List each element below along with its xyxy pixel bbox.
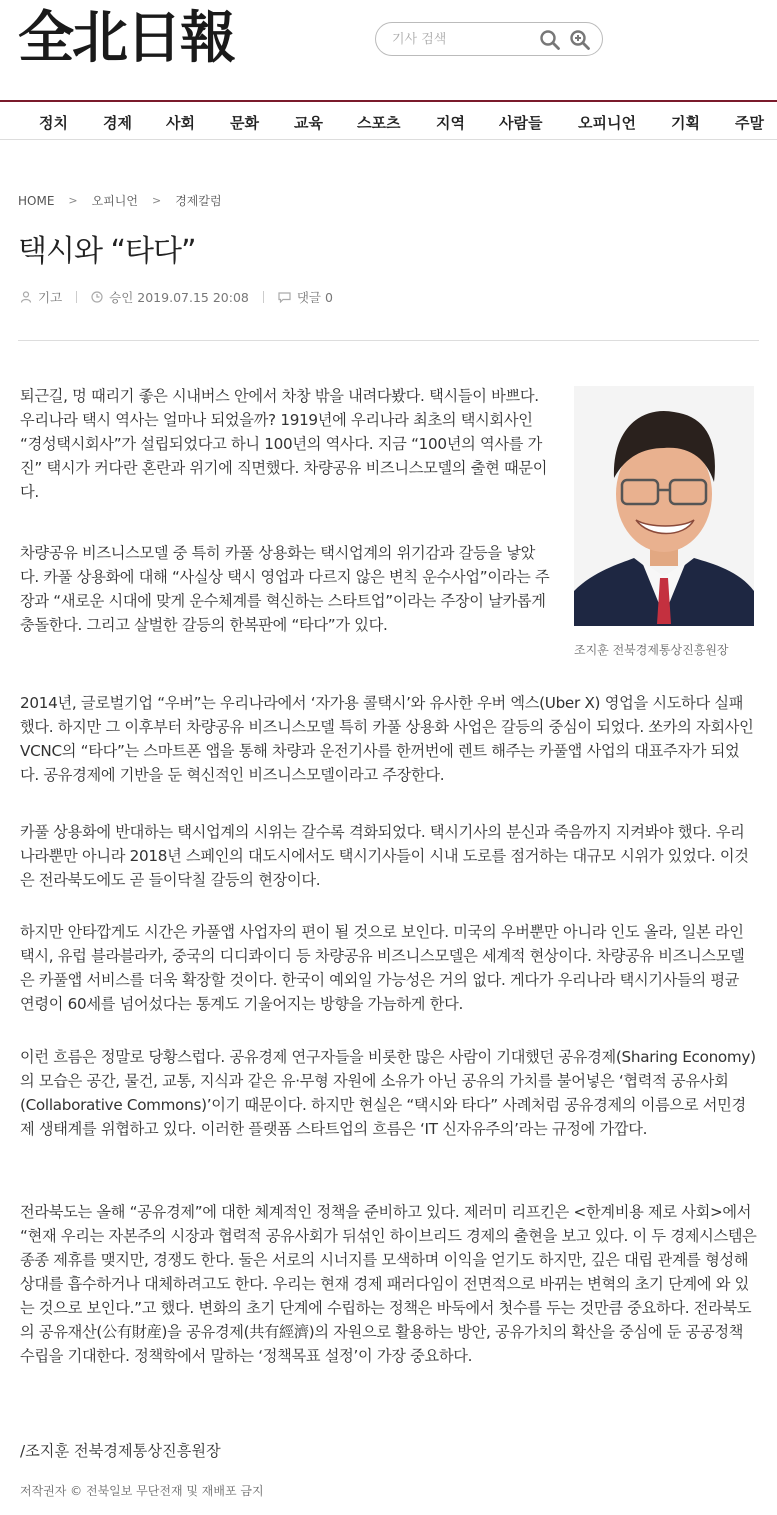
- meta-divider: [263, 291, 264, 303]
- author-info: [20, 288, 62, 306]
- comments-info[interactable]: [278, 288, 333, 306]
- article-paragraph: 전라북도는 올해 “공유경제”에 대한 체계적인 정책을 준비하고 있다. 제러미 리프킨은 <한계비용 제로 사회>에서 “현재 우리는 자본주의 시장과 협력적 공유사회가 뒤섞인 하이브리드 경제의 출현을 보고 있다. 이 두 경제시스템은 종종 제휴를 맺지만, 경쟁도 한다. 둘은 서로의 시너지를 모색하며 이익을 얻기도 하지만, 깊은 대립 관계를 형성해 상대를 흡수하거나 대체하려고도 한다. 우리는 현재 경제 패러다임이 전면적으로 바뀌는 변혁의 초기 단계에 와 있는 것으로 보인다.”고 했다. 변화의 초기 단계에 수립하는 정책은 바둑에서 첫수를 두는 것만큼 중요하다. 전라북도의 공유재산(公有財産)을 공유경제(共有經濟)의 자원으로 활용하는 방안, 공유가치의 확산을 중심에 둔 공공정책 수립을 기대한다. 정책학에서 말하는 ‘정책목표 설정’이 가장 중요하다.: [20, 1203, 757, 1365]
- author-name: 기고: [38, 290, 63, 305]
- article-paragraph: 퇴근길, 멍 때리기 좋은 시내버스 안에서 차창 밖을 내려다봤다. 택시들이 바쁘다. 우리나라 택시 역사는 얼마나 되었을까? 1919년에 우리나라 최초의 택시회사인 “경성택시회사”가 설립되었다고 하니 100년의 역사다. 지금 “100년의 역사를 가진” 택시가 커다란 혼란과 위기에 직면했다. 차량공유 비즈니스모델의 출현 때문이다.: [20, 387, 548, 501]
- chevron-right-icon: >: [68, 194, 78, 207]
- chevron-right-icon: >: [152, 194, 162, 207]
- photo-caption: 조지훈 전북경제통상진흥원장: [574, 643, 729, 657]
- nav-item-people[interactable]: 사람들: [499, 114, 543, 132]
- nav-item-culture[interactable]: 문화: [230, 114, 259, 132]
- article-paragraph: 카풀 상용화에 반대하는 택시업계의 시위는 갈수록 격화되었다. 택시기사의 분신과 죽음까지 지켜봐야 했다. 우리나라뿐만 아니라 2018년 스페인의 대도시에서도 택시기사들이 시내 도로를 점거하는 대규모 시위가 있었다. 이것은 전라북도에도 곧 들이닥칠 갈등의 현장이다.: [20, 823, 749, 889]
- approved-info: [91, 288, 249, 306]
- article-title: 택시와 “타다”: [18, 234, 196, 269]
- nav-item-region[interactable]: 지역: [436, 114, 465, 132]
- author-photo: [574, 386, 754, 626]
- user-icon: [20, 291, 32, 303]
- nav-item-opinion[interactable]: 오피니언: [578, 114, 636, 132]
- clock-icon: [91, 291, 103, 303]
- divider: [18, 340, 759, 341]
- article-signature: /조지훈 전북경제통상진흥원장: [20, 1442, 221, 1460]
- comment-icon: [278, 291, 291, 303]
- approved-date: 승인 2019.07.15 20:08: [109, 290, 249, 305]
- search-icon[interactable]: [539, 29, 561, 51]
- breadcrumb-economy-column[interactable]: 경제칼럼: [175, 194, 222, 208]
- breadcrumb-opinion[interactable]: 오피니언: [91, 194, 138, 208]
- copyright-notice: 저작권자 © 전북일보 무단전재 및 재배포 금지: [20, 1484, 264, 1498]
- nav-item-planning[interactable]: 기획: [671, 114, 700, 132]
- site-header: [0, 0, 777, 100]
- search-box[interactable]: [375, 22, 603, 56]
- nav-item-education[interactable]: 교육: [294, 114, 323, 132]
- breadcrumb-home[interactable]: HOME: [18, 193, 55, 208]
- breadcrumb: [18, 192, 222, 209]
- article-paragraph: 이런 흐름은 정말로 당황스럽다. 공유경제 연구자들을 비롯한 많은 사람이 기대했던 공유경제(Sharing Economy)의 모습은 공간, 물건, 교통, 지식과 같은 유·무형 자원에 소유가 아닌 공유의 가치를 불어넣은 ‘협력적 공유사회(Collaborative Commons)’이기 때문이다. 하지만 현실은 “택시와 타다” 사례처럼 공유경제의 이름으로 서민경제 생태계를 위협하고 있다. 이러한 플랫폼 스타트업의 흐름은 ‘IT 신자유주의’라는 규정에 가깝다.: [20, 1048, 756, 1138]
- meta-divider: [76, 291, 77, 303]
- nav-item-society[interactable]: 사회: [166, 114, 195, 132]
- search-input[interactable]: [392, 32, 532, 47]
- main-nav: [0, 100, 777, 140]
- comment-count[interactable]: 댓글 0: [296, 290, 333, 305]
- nav-item-weekend[interactable]: 주말: [735, 114, 764, 132]
- nav-item-sports[interactable]: 스포츠: [357, 114, 401, 132]
- detail-search-icon[interactable]: [569, 29, 591, 51]
- nav-item-economy[interactable]: 경제: [103, 114, 132, 132]
- article-paragraph: 하지만 안타깝게도 시간은 카풀앱 사업자의 편이 될 것으로 보인다. 미국의 우버뿐만 아니라 인도 올라, 일본 라인택시, 유럽 블라블라카, 중국의 디디콰이디 등 차량공유 비즈니스모델은 세계적 현상이다. 차량공유 비즈니스모델은 카풀앱 서비스를 더욱 확장할 것이다. 한국이 예외일 가능성은 거의 없다. 게다가 우리나라 택시기사들의 평균 연령이 60세를 넘어섰다는 통계도 기울어지는 방향을 가늠하게 한다.: [20, 923, 745, 1013]
- article-paragraph: 2014년, 글로벌기업 “우버”는 우리나라에서 ‘자가용 콜택시’와 유사한 우버 엑스(Uber X) 영업을 시도하다 실패했다. 하지만 그 이후부터 차량공유 비즈니스모델 특히 카풀 상용화 사업은 갈등의 중심이 되었다. 쏘카의 자회사인 VCNC의 “타다”는 스마트폰 앱을 통해 차량과 운전기사를 한꺼번에 렌트 해주는 카풀앱 사업의 대표주자가 되었다. 공유경제에 기반을 둔 혁신적인 비즈니스모델이라고 주장한다.: [20, 694, 754, 784]
- nav-item-politics[interactable]: 정치: [39, 114, 68, 132]
- article-meta: [20, 288, 333, 306]
- site-logo[interactable]: 全北日報: [18, 5, 234, 71]
- article-paragraph: 차량공유 비즈니스모델 중 특히 카풀 상용화는 택시업계의 위기감과 갈등을 낳았다. 카풀 상용화에 대해 “사실상 택시 영업과 다르지 않은 변칙 운수사업”이라는 주장과 “새로운 시대에 맞게 운수체계를 혁신하는 스타트업”이라는 주장이 날카롭게 충돌한다. 그리고 살벌한 갈등의 한복판에 “타다”가 있다.: [20, 544, 550, 634]
